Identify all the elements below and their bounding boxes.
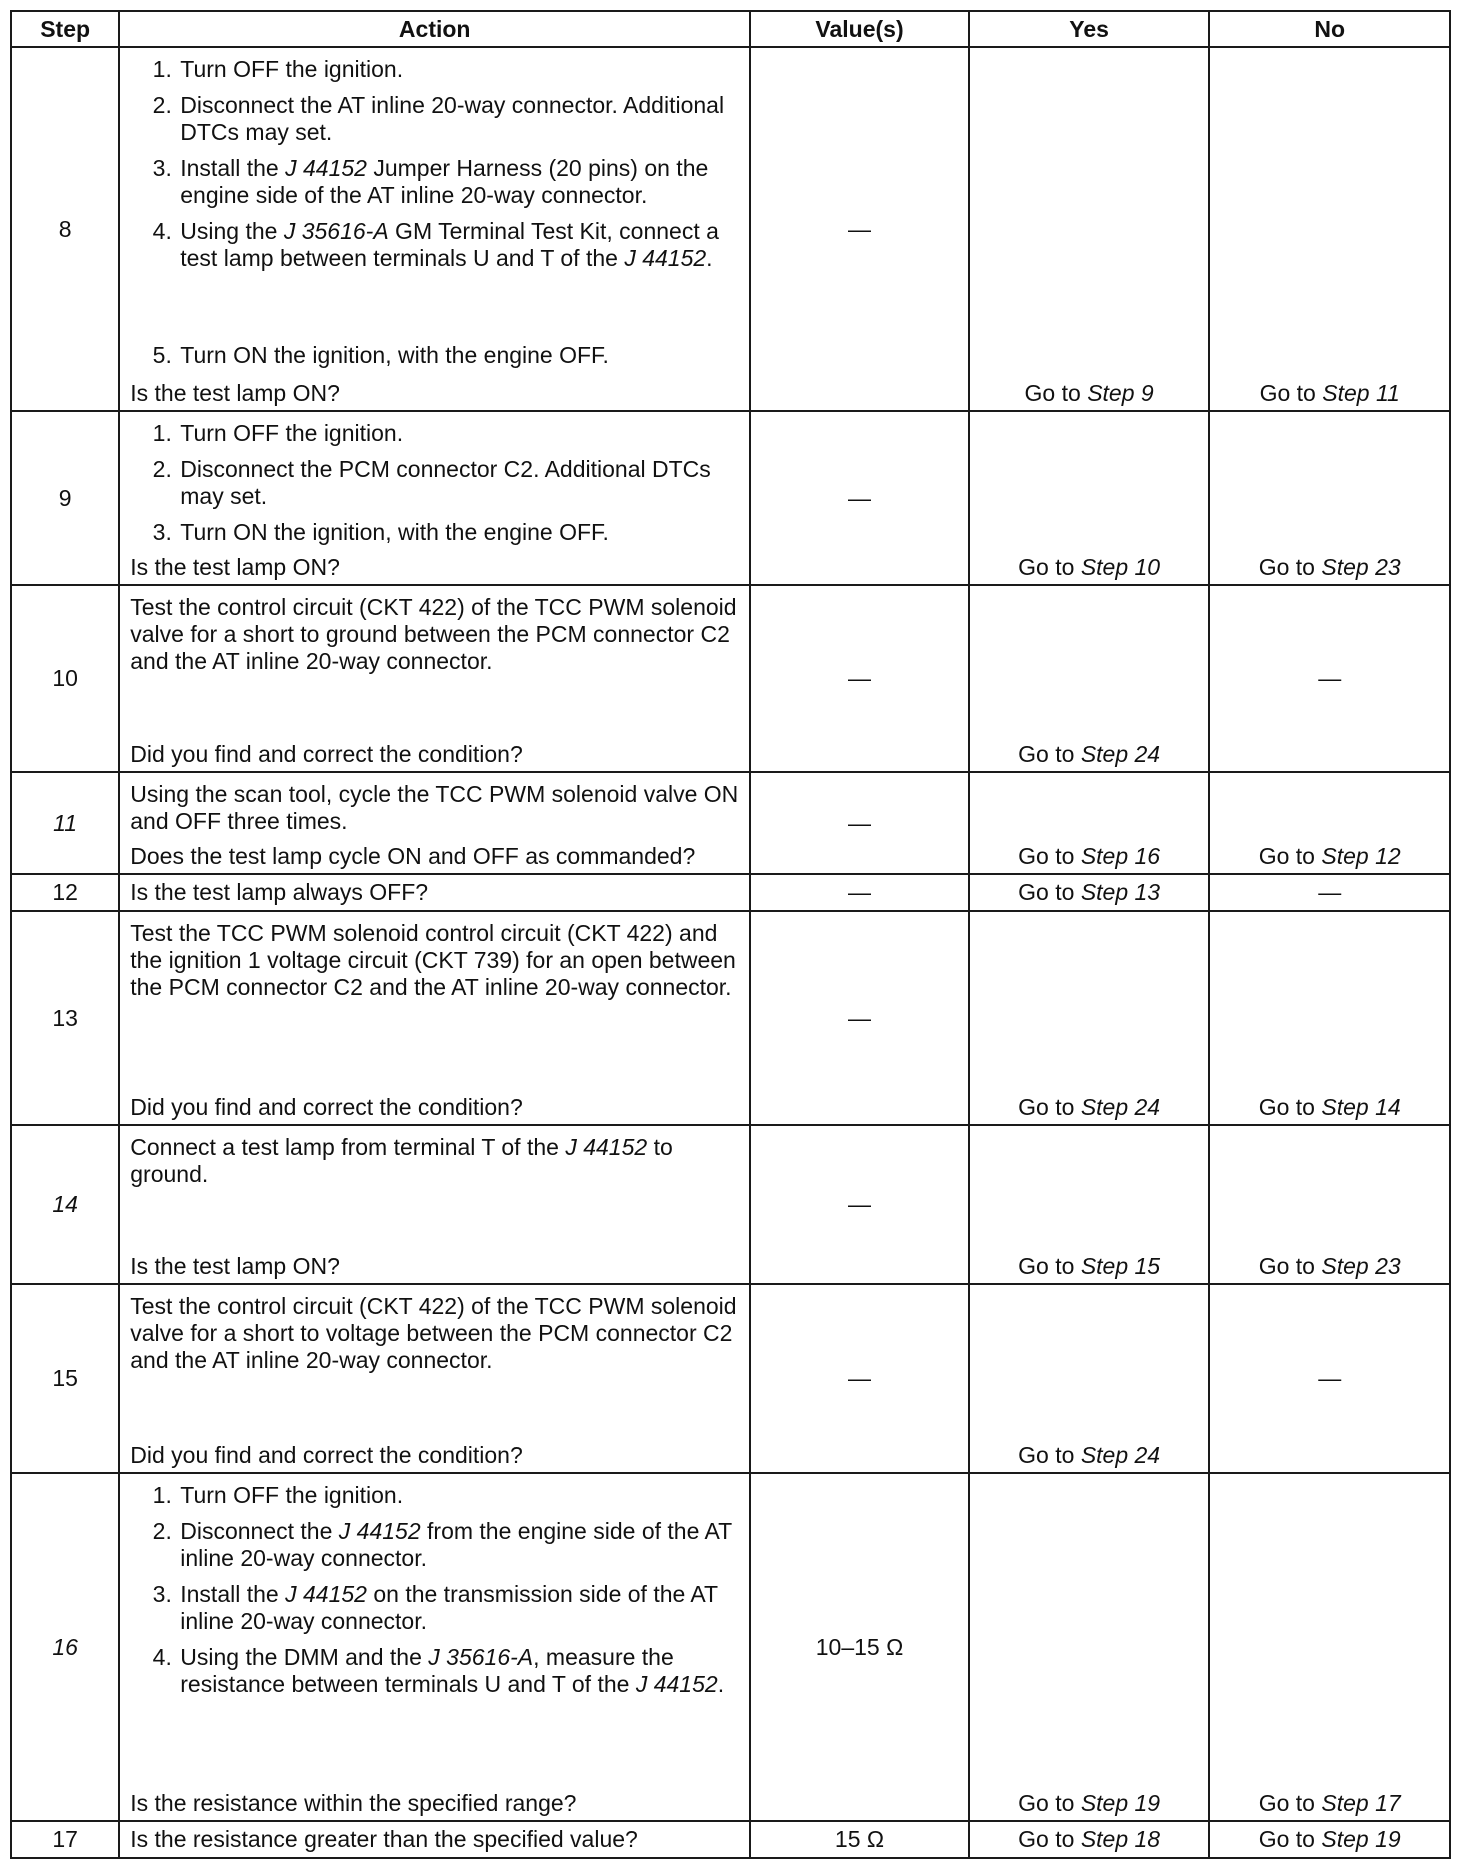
action-text: Using the scan tool, cycle the TCC PWM solenoid valve ON and OFF three times.	[130, 781, 739, 834]
step-row-9	[11, 411, 1450, 585]
action-step: 3. Install the J 44152 on the transmission side of the AT inline 20-way connector.	[178, 1581, 741, 1635]
action-cell	[119, 911, 750, 1125]
yes-goto: Go to Step 10	[1018, 554, 1161, 580]
tool-reference: J 35616-A	[283, 218, 389, 244]
step-number: 9	[11, 411, 119, 585]
action-step: 3. Install the J 44152 Jumper Harness (20 pins) on the engine side of the AT inline 20-way connector.	[178, 155, 741, 209]
no-cell: —	[1209, 585, 1450, 772]
header-yes: Yes	[969, 11, 1210, 47]
tool-reference: J 44152	[285, 155, 367, 181]
step-number: 14	[11, 1125, 119, 1284]
header-step: Step	[11, 11, 119, 47]
action-text: Test the TCC PWM solenoid control circuit (CKT 422) and the ignition 1 voltage circuit (CKT 739) for an open between the PCM connector C2 and the AT inline 20-way connector.	[130, 920, 736, 1000]
tool-reference: J 44152	[624, 245, 707, 271]
no-cell	[1209, 1473, 1450, 1821]
yes-goto: Go to Step 24	[1018, 1442, 1161, 1468]
no-goto: Go to Step 12	[1258, 843, 1401, 869]
yes-cell	[969, 1284, 1210, 1473]
action-step: 1. Turn OFF the ignition.	[178, 1482, 741, 1509]
no-cell	[1209, 911, 1450, 1125]
yes-goto: Go to Step 24	[1018, 741, 1161, 767]
step-row-8	[11, 47, 1450, 411]
action-step: 1. Turn OFF the ignition.	[178, 420, 741, 447]
value-cell: —	[750, 874, 969, 911]
action-cell	[119, 1284, 750, 1473]
yes-cell	[969, 772, 1210, 874]
value-cell: —	[750, 1125, 969, 1284]
yes-goto: Go to Step 16	[1018, 843, 1161, 869]
action-question: Is the test lamp always OFF?	[130, 879, 429, 905]
step-link: Step 11	[1322, 380, 1400, 406]
step-link: Step 10	[1080, 554, 1161, 580]
no-goto: Go to Step 19	[1258, 1826, 1401, 1852]
yes-cell	[969, 1125, 1210, 1284]
action-question: Is the test lamp ON?	[130, 1253, 340, 1279]
step-link: Step 13	[1080, 879, 1161, 905]
step-number: 13	[11, 911, 119, 1125]
action-cell	[119, 411, 750, 585]
no-cell	[1209, 1125, 1450, 1284]
action-steps	[120, 1474, 749, 1698]
step-number: 11	[11, 772, 119, 874]
step-link: Step 19	[1321, 1826, 1401, 1852]
no-cell: —	[1209, 874, 1450, 911]
yes-goto: Go to Step 24	[1018, 1094, 1161, 1120]
no-goto: Go to Step 14	[1258, 1094, 1401, 1120]
no-cell	[1209, 772, 1450, 874]
step-number: 16	[11, 1473, 119, 1821]
step-row-16	[11, 1473, 1450, 1821]
step-row-13	[11, 911, 1450, 1125]
tool-reference: J 44152	[565, 1134, 648, 1160]
header-values: Value(s)	[750, 11, 969, 47]
action-cell	[119, 1821, 750, 1858]
step-link: Step 12	[1321, 843, 1401, 869]
action-steps	[120, 412, 749, 546]
yes-cell	[969, 47, 1210, 411]
action-question: Is the resistance greater than the specified value?	[130, 1826, 638, 1852]
step-number: 17	[11, 1821, 119, 1858]
step-link: Step 9	[1087, 380, 1154, 406]
no-goto: Go to Step 11	[1259, 380, 1400, 406]
step-link: Step 19	[1080, 1790, 1161, 1816]
action-step: 2. Disconnect the AT inline 20-way connector. Additional DTCs may set.	[178, 92, 741, 146]
step-number: 10	[11, 585, 119, 772]
no-goto: Go to Step 17	[1258, 1790, 1401, 1816]
yes-cell	[969, 1473, 1210, 1821]
yes-cell	[969, 911, 1210, 1125]
action-step: 4. Using the J 35616-A GM Terminal Test Kit, connect a test lamp between terminals U and T of the J 44152.	[178, 218, 741, 272]
value-cell: —	[750, 911, 969, 1125]
step-row-11	[11, 772, 1450, 874]
action-question: Does the test lamp cycle ON and OFF as commanded?	[130, 843, 696, 869]
value-cell: —	[750, 585, 969, 772]
action-step: 5. Turn ON the ignition, with the engine OFF.	[178, 342, 741, 369]
action-cell	[119, 1125, 750, 1284]
header-action: Action	[119, 11, 750, 47]
header-no: No	[1209, 11, 1450, 47]
no-goto: Go to Step 23	[1258, 1253, 1401, 1279]
step-link: Step 16	[1080, 843, 1161, 869]
action-step: 1. Turn OFF the ignition.	[178, 56, 741, 83]
step-number: 15	[11, 1284, 119, 1473]
action-step: 4. Using the DMM and the J 35616-A, measure the resistance between terminals U and T of the J 44152.	[178, 1644, 741, 1698]
yes-goto: Go to Step 19	[1018, 1790, 1161, 1816]
no-goto: Go to Step 23	[1258, 554, 1401, 580]
step-row-17	[11, 1821, 1450, 1858]
yes-goto: Go to Step 18	[1018, 1826, 1161, 1852]
step-link: Step 23	[1321, 1253, 1401, 1279]
step-row-10	[11, 585, 1450, 772]
action-question: Is the test lamp ON?	[130, 554, 340, 580]
yes-goto: Go to Step 9	[1024, 380, 1154, 406]
no-cell	[1209, 47, 1450, 411]
action-question: Is the test lamp ON?	[130, 380, 340, 406]
yes-cell	[969, 1821, 1210, 1858]
action-cell	[119, 47, 750, 411]
action-step: 2. Disconnect the PCM connector C2. Additional DTCs may set.	[178, 456, 741, 510]
action-cell	[119, 1473, 750, 1821]
yes-goto: Go to Step 13	[1018, 879, 1161, 905]
value-cell: —	[750, 1284, 969, 1473]
step-row-14	[11, 1125, 1450, 1284]
step-link: Step 24	[1080, 1094, 1161, 1120]
no-cell	[1209, 1821, 1450, 1858]
value-cell: 15 Ω	[750, 1821, 969, 1858]
action-text: Connect a test lamp from terminal T of the J 44152 to ground.	[130, 1134, 673, 1187]
action-question: Did you find and correct the condition?	[130, 741, 523, 767]
step-link: Step 14	[1321, 1094, 1401, 1120]
step-link: Step 23	[1321, 554, 1401, 580]
value-cell: —	[750, 411, 969, 585]
step-link: Step 17	[1321, 1790, 1401, 1816]
header-row	[11, 11, 1450, 47]
action-question: Did you find and correct the condition?	[130, 1442, 523, 1468]
value-cell: —	[750, 772, 969, 874]
tool-reference: J 35616-A	[428, 1644, 534, 1670]
tool-reference: J 44152	[338, 1518, 421, 1544]
no-cell	[1209, 411, 1450, 585]
action-question: Is the resistance within the specified range?	[130, 1790, 577, 1816]
yes-goto: Go to Step 15	[1018, 1253, 1161, 1279]
step-link: Step 24	[1080, 741, 1161, 767]
action-text: Test the control circuit (CKT 422) of the TCC PWM solenoid valve for a short to ground between the PCM connector C2 and the AT inline 20-way connector.	[130, 594, 737, 674]
step-row-15	[11, 1284, 1450, 1473]
step-row-12	[11, 874, 1450, 911]
step-link: Step 15	[1080, 1253, 1161, 1279]
step-link: Step 18	[1080, 1826, 1161, 1852]
action-cell	[119, 772, 750, 874]
step-number: 8	[11, 47, 119, 411]
action-step: 3. Turn ON the ignition, with the engine OFF.	[178, 519, 741, 546]
action-step: 2. Disconnect the J 44152 from the engine side of the AT inline 20-way connector.	[178, 1518, 741, 1572]
action-cell	[119, 585, 750, 772]
yes-cell	[969, 411, 1210, 585]
yes-cell	[969, 874, 1210, 911]
tool-reference: J 44152	[635, 1671, 718, 1697]
yes-cell	[969, 585, 1210, 772]
action-cell	[119, 874, 750, 911]
no-cell: —	[1209, 1284, 1450, 1473]
tool-reference: J 44152	[285, 1581, 367, 1607]
action-question: Did you find and correct the condition?	[130, 1094, 523, 1120]
value-cell: —	[750, 47, 969, 411]
step-number: 12	[11, 874, 119, 911]
action-steps	[120, 48, 749, 369]
step-link: Step 24	[1080, 1442, 1161, 1468]
diagnostic-table	[10, 10, 1451, 1859]
action-text: Test the control circuit (CKT 422) of the TCC PWM solenoid valve for a short to voltage between the PCM connector C2 and the AT inline 20-way connector.	[130, 1293, 737, 1373]
value-cell: 10–15 Ω	[750, 1473, 969, 1821]
